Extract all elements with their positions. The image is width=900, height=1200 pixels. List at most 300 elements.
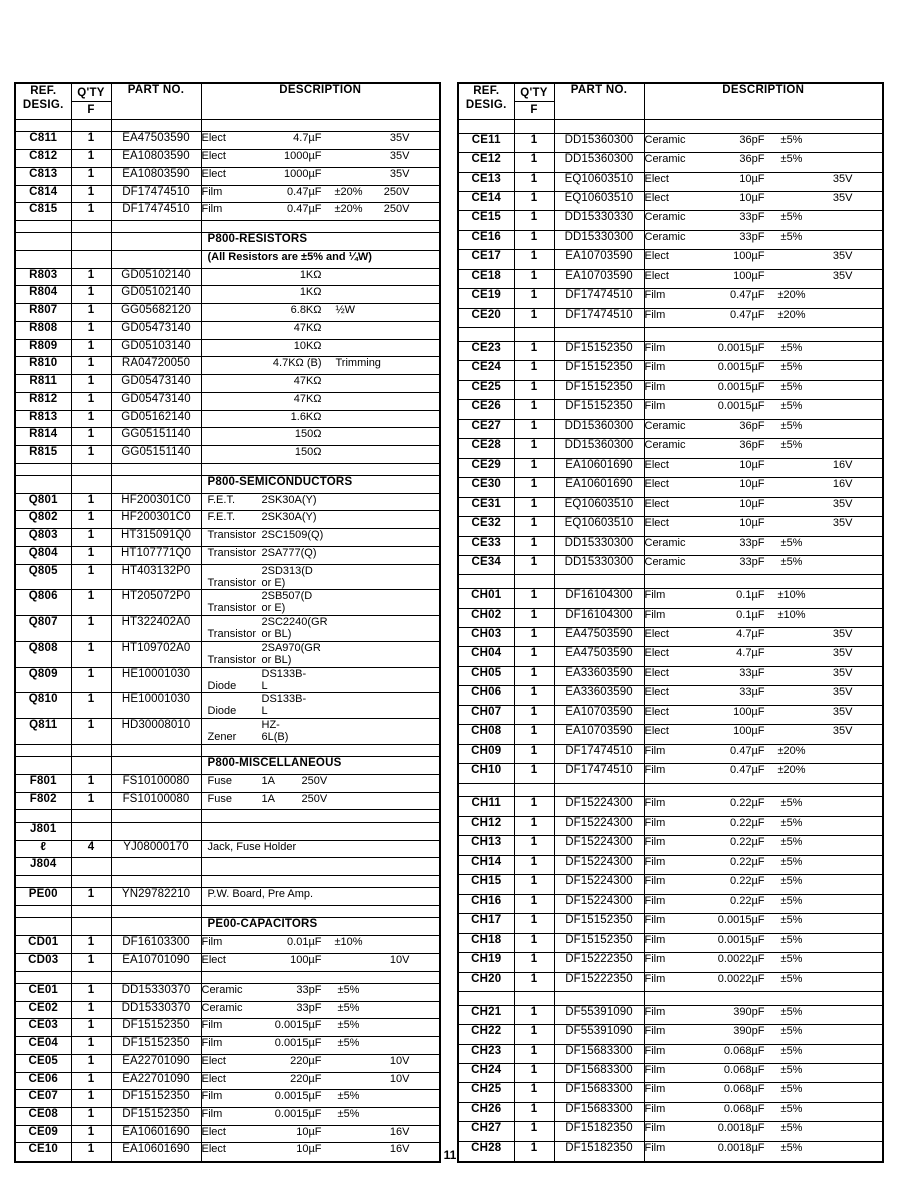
cell-description — [644, 914, 883, 933]
cell-qty: 1 — [71, 339, 111, 357]
component-voltage: 35V — [832, 269, 853, 282]
table-header-right — [458, 83, 883, 120]
component-value: 4.7µF — [293, 132, 322, 145]
device-name: 2SA970(GR or BL) — [261, 641, 321, 666]
cell-ref-desig: CH04 — [458, 647, 514, 666]
device-note: 250V — [301, 775, 328, 788]
description-resistance — [202, 304, 440, 316]
cell-ref-desig: C812 — [15, 150, 71, 168]
cell-description — [201, 375, 440, 393]
cell-ref-desig: Q809 — [15, 667, 71, 693]
description-fields — [645, 589, 883, 601]
component-type: Film — [201, 1019, 223, 1032]
component-value: 100µF — [733, 705, 765, 718]
spacer-cell — [15, 971, 71, 983]
component-voltage: 16V — [389, 1125, 410, 1138]
component-value: 0.0015µF — [274, 1037, 322, 1050]
component-tolerance: ±5% — [780, 1122, 803, 1135]
table-row — [458, 172, 883, 191]
table-row — [458, 1102, 883, 1121]
spacer-cell — [458, 992, 514, 1006]
component-type: Elect — [644, 191, 669, 204]
table-row — [15, 150, 440, 168]
cell-qty: 1 — [514, 458, 554, 477]
description-fields — [202, 984, 440, 996]
component-value: 33pF — [739, 556, 765, 568]
cell-qty: 1 — [514, 556, 554, 575]
description-resistance — [202, 375, 440, 387]
cell-ref-desig: CE14 — [458, 191, 514, 210]
table-row — [15, 936, 440, 954]
resistance-value: 1KΩ — [299, 286, 322, 299]
description-device — [202, 590, 440, 614]
cell-part-no: DF15182350 — [554, 1141, 644, 1161]
cell-qty — [71, 858, 111, 876]
cell-ref-desig: CH07 — [458, 705, 514, 724]
component-type: Film — [644, 1141, 666, 1154]
cell-part-no: DF15224300 — [554, 855, 644, 874]
cell-ref-desig: CE17 — [458, 250, 514, 269]
component-type: Ceramic — [644, 536, 686, 549]
cell-ref-desig: CH21 — [458, 1005, 514, 1024]
component-type: Film — [201, 936, 223, 949]
cell-qty — [71, 822, 111, 840]
cell-qty: 1 — [71, 150, 111, 168]
component-voltage: 35V — [832, 666, 853, 679]
table-row — [458, 556, 883, 575]
resistance-value: 150Ω — [294, 445, 322, 458]
empty-cell — [111, 918, 201, 936]
component-value: 33pF — [739, 211, 765, 224]
cell-description — [201, 1072, 440, 1090]
component-value: 0.0022µF — [717, 972, 765, 985]
component-voltage: 35V — [832, 725, 853, 738]
device-name: 2SK30A(Y) — [261, 493, 317, 506]
cell-part-no: DF15683300 — [554, 1063, 644, 1082]
table-row — [15, 1001, 440, 1019]
cell-ref-desig: CH22 — [458, 1025, 514, 1044]
component-type: Film — [644, 400, 666, 413]
empty-cell — [71, 757, 111, 775]
cell-part-no: EA10703590 — [554, 705, 644, 724]
description-device — [202, 494, 440, 506]
component-type: Elect — [201, 953, 226, 966]
cell-qty: 1 — [514, 666, 554, 685]
cell-part-no: EQ10603510 — [554, 191, 644, 210]
component-tolerance: ±5% — [780, 361, 803, 374]
cell-ref-desig: R808 — [15, 321, 71, 339]
table-row — [458, 1122, 883, 1141]
cell-part-no: DD15330300 — [554, 230, 644, 249]
cell-qty: 1 — [514, 172, 554, 191]
empty-cell — [111, 757, 201, 775]
description-fields — [645, 270, 883, 282]
cell-description — [201, 822, 440, 840]
table-row — [15, 775, 440, 793]
component-type: Elect — [201, 1143, 226, 1156]
cell-qty: 1 — [71, 321, 111, 339]
spacer-cell — [644, 783, 883, 797]
resistance-value: 1.6KΩ — [290, 410, 322, 423]
component-type: Film — [201, 1037, 223, 1050]
cell-description — [644, 744, 883, 763]
cell-part-no: DF15224300 — [554, 797, 644, 816]
cell-description — [201, 1001, 440, 1019]
component-type: Ceramic — [201, 1001, 243, 1014]
tables-container — [14, 82, 880, 1163]
cell-qty: 1 — [71, 953, 111, 971]
component-voltage: 250V — [383, 185, 410, 198]
table-row — [458, 608, 883, 627]
cell-ref-desig: CE12 — [458, 153, 514, 172]
cell-ref-desig: R809 — [15, 339, 71, 357]
component-value: 0.0015µF — [717, 361, 765, 374]
table-body-left — [15, 120, 440, 1162]
cell-part-no: EA10703590 — [554, 269, 644, 288]
cell-qty: 1 — [514, 764, 554, 783]
cell-ref-desig: CH17 — [458, 914, 514, 933]
component-value: 0.0015µF — [717, 400, 765, 413]
component-tolerance: ±20% — [777, 744, 806, 757]
description-fields — [645, 400, 883, 412]
column-header-part-no: PART NO. — [111, 83, 201, 120]
cell-qty: 1 — [71, 546, 111, 564]
cell-description — [644, 172, 883, 191]
cell-part-no: DF17474510 — [554, 744, 644, 763]
table-row — [458, 289, 883, 308]
spacer-cell — [15, 744, 71, 756]
component-tolerance: ±10% — [777, 589, 806, 602]
table-row — [458, 211, 883, 230]
cell-ref-desig: CE01 — [15, 983, 71, 1001]
component-tolerance: ±10% — [334, 936, 363, 949]
component-value: 10µF — [739, 517, 765, 530]
cell-description — [201, 268, 440, 286]
component-value: 100µF — [733, 250, 765, 263]
description-fields — [645, 817, 883, 829]
spacer-cell — [15, 876, 71, 888]
cell-qty: 1 — [514, 1102, 554, 1121]
cell-part-no: GD05102140 — [111, 286, 201, 304]
resistance-note: Trimming — [335, 357, 381, 370]
component-value: 0.22µF — [730, 816, 765, 829]
component-value: 33pF — [296, 983, 322, 996]
cell-description — [644, 439, 883, 458]
cell-description — [201, 1037, 440, 1055]
cell-qty: 1 — [71, 268, 111, 286]
component-value: 0.47µF — [730, 764, 765, 777]
cell-description — [644, 894, 883, 913]
component-voltage: 35V — [389, 132, 410, 145]
section-heading: P800-MISCELLANEOUS — [207, 757, 342, 770]
cell-description — [644, 230, 883, 249]
cell-qty: 1 — [71, 410, 111, 428]
description-fields — [645, 1103, 883, 1115]
spacer-cell — [644, 120, 883, 134]
cell-description — [201, 953, 440, 971]
component-tolerance: ±10% — [777, 608, 806, 621]
component-type: Elect — [644, 627, 669, 640]
component-voltage: 16V — [832, 458, 853, 471]
empty-cell — [71, 233, 111, 251]
table-row — [15, 392, 440, 410]
cell-ref-desig: CH02 — [458, 608, 514, 627]
spacer-cell — [644, 328, 883, 342]
description-fields — [202, 1108, 440, 1120]
resistance-value: 6.8KΩ — [290, 304, 322, 317]
cell-qty: 1 — [71, 936, 111, 954]
cell-qty: 1 — [514, 627, 554, 646]
description-fields — [645, 381, 883, 393]
component-type: Film — [644, 361, 666, 374]
component-tolerance: ±20% — [334, 185, 363, 198]
cell-qty: 1 — [514, 589, 554, 608]
device-type: Transistor — [207, 602, 256, 615]
table-row — [458, 725, 883, 744]
resistance-value: 4.7KΩ (B) — [272, 357, 322, 370]
table-row — [458, 458, 883, 477]
component-value: 390pF — [733, 1005, 765, 1018]
cell-part-no: EA10701090 — [111, 953, 201, 971]
table-row — [15, 428, 440, 446]
cell-part-no: GD05103140 — [111, 339, 201, 357]
cell-qty: 1 — [71, 1143, 111, 1162]
table-row — [15, 375, 440, 393]
component-type: Elect — [201, 167, 226, 180]
component-tolerance: ±5% — [780, 211, 803, 224]
description-fields — [645, 647, 883, 659]
cell-ref-desig: Q808 — [15, 641, 71, 667]
cell-description — [644, 269, 883, 288]
component-type: Ceramic — [644, 230, 686, 243]
component-value: 10µF — [296, 1143, 322, 1156]
cell-description — [201, 203, 440, 221]
cell-ref-desig: R803 — [15, 268, 71, 286]
spacer-cell — [514, 328, 554, 342]
cell-description — [644, 153, 883, 172]
component-type: Elect — [644, 647, 669, 660]
spacer-cell — [71, 120, 111, 132]
cell-description — [201, 641, 440, 667]
section-heading: P800-SEMICONDUCTORS — [207, 476, 353, 489]
description-fields — [645, 517, 883, 529]
component-value: 33µF — [739, 686, 765, 699]
cell-description — [201, 936, 440, 954]
component-type: Film — [644, 608, 666, 621]
table-row — [458, 191, 883, 210]
component-type: Film — [644, 875, 666, 888]
cell-ref-desig: CH05 — [458, 666, 514, 685]
device-type: F.E.T. — [207, 493, 236, 506]
description-fields — [202, 150, 440, 162]
component-voltage: 35V — [832, 172, 853, 185]
cell-ref-desig: CE16 — [458, 230, 514, 249]
component-tolerance: ±5% — [780, 933, 803, 946]
description-fields — [645, 498, 883, 510]
component-tolerance: ±5% — [780, 230, 803, 243]
cell-qty: 1 — [71, 167, 111, 185]
component-tolerance: ±5% — [337, 1037, 360, 1050]
section-heading-cell — [201, 757, 440, 775]
component-value: 10µF — [739, 458, 765, 471]
cell-part-no — [111, 822, 201, 840]
cell-qty: 1 — [71, 132, 111, 150]
component-tolerance: ±5% — [780, 1025, 803, 1038]
component-type: Film — [644, 914, 666, 927]
cell-part-no: DF15152350 — [111, 1107, 201, 1125]
table-row — [458, 972, 883, 991]
component-type: Film — [201, 185, 223, 198]
description-fields — [645, 745, 883, 757]
component-voltage: 35V — [389, 150, 410, 163]
cell-qty: 1 — [514, 608, 554, 627]
cell-ref-desig: CH24 — [458, 1063, 514, 1082]
cell-part-no: FS10100080 — [111, 775, 201, 793]
cell-part-no: GD05162140 — [111, 410, 201, 428]
component-tolerance: ±5% — [337, 1001, 360, 1014]
cell-qty: 1 — [514, 797, 554, 816]
parts-table-right — [457, 82, 884, 1163]
description-fields — [645, 153, 883, 165]
table-row — [15, 667, 440, 693]
cell-ref-desig: Q811 — [15, 719, 71, 745]
cell-ref-desig: C811 — [15, 132, 71, 150]
spacer-cell — [554, 120, 644, 134]
component-value: 0.0018µF — [717, 1141, 765, 1154]
cell-qty: 1 — [514, 289, 554, 308]
description-fields — [645, 706, 883, 718]
spacer-cell — [514, 575, 554, 589]
cell-part-no: EA10803590 — [111, 150, 201, 168]
cell-description — [644, 341, 883, 360]
spacer-cell — [111, 744, 201, 756]
table-row — [458, 744, 883, 763]
component-type: Elect — [644, 705, 669, 718]
cell-part-no: GD05473140 — [111, 375, 201, 393]
component-type: Film — [644, 764, 666, 777]
description-fields — [202, 1090, 440, 1102]
spacer-cell — [15, 906, 71, 918]
table-row — [458, 439, 883, 458]
cell-qty: 1 — [514, 153, 554, 172]
device-name: HZ-6L(B) — [261, 719, 289, 744]
cell-part-no: RA04720050 — [111, 357, 201, 375]
cell-description — [644, 627, 883, 646]
page-number: 11 — [443, 1148, 457, 1162]
cell-description — [644, 797, 883, 816]
cell-part-no: DF15224300 — [554, 836, 644, 855]
component-value: 10µF — [739, 191, 765, 204]
cell-description — [201, 590, 440, 616]
cell-qty: 1 — [514, 744, 554, 763]
table-row — [15, 268, 440, 286]
cell-part-no: DF16104300 — [554, 589, 644, 608]
description-resistance — [202, 428, 440, 440]
component-value: 10µF — [296, 1125, 322, 1138]
resistance-value: 150Ω — [294, 428, 322, 441]
cell-description — [201, 983, 440, 1001]
device-type: Fuse — [207, 792, 232, 805]
component-tolerance: ±5% — [780, 439, 803, 452]
cell-part-no: HT107771Q0 — [111, 546, 201, 564]
description-fields — [645, 309, 883, 321]
description-fields — [202, 1055, 440, 1067]
table-row — [15, 792, 440, 810]
table-row — [458, 836, 883, 855]
cell-part-no: EA10803590 — [111, 167, 201, 185]
description-fields — [645, 134, 883, 146]
component-tolerance: ±5% — [780, 153, 803, 166]
table-row — [458, 1063, 883, 1082]
row-spacer — [15, 463, 440, 475]
cell-description — [201, 410, 440, 428]
description-device — [202, 719, 440, 743]
cell-part-no: DF16104300 — [554, 608, 644, 627]
cell-description — [644, 855, 883, 874]
component-type: Film — [644, 1005, 666, 1018]
component-type: Elect — [201, 1072, 226, 1085]
cell-qty: 1 — [71, 719, 111, 745]
cell-qty: 1 — [514, 875, 554, 894]
cell-ref-desig-range-end: J804 — [15, 858, 71, 876]
cell-part-no: YN29782210 — [111, 888, 201, 906]
cell-ref-desig: CE23 — [458, 341, 514, 360]
cell-ref-desig: CH28 — [458, 1141, 514, 1161]
cell-part-no: DD15330370 — [111, 1001, 201, 1019]
spacer-cell — [458, 575, 514, 589]
cell-part-no: EA10601690 — [554, 478, 644, 497]
cell-qty: 1 — [71, 1107, 111, 1125]
description-text: Jack, Fuse Holder — [207, 840, 297, 853]
component-value: 0.22µF — [730, 875, 765, 888]
cell-ref-desig: CH12 — [458, 816, 514, 835]
cell-part-no: EQ10603510 — [554, 497, 644, 516]
description-fields — [202, 168, 440, 180]
cell-ref-desig: Q804 — [15, 546, 71, 564]
cell-qty: 1 — [514, 914, 554, 933]
component-value: 0.0015µF — [717, 380, 765, 393]
cell-qty: 1 — [514, 1044, 554, 1063]
component-value: 36pF — [739, 419, 765, 432]
description-device — [202, 547, 440, 559]
component-voltage: 35V — [832, 647, 853, 660]
cell-ref-desig: R804 — [15, 286, 71, 304]
component-value: 0.068µF — [723, 1063, 765, 1076]
component-type: Ceramic — [644, 133, 686, 146]
cell-part-no: DF17474510 — [111, 203, 201, 221]
cell-description — [644, 211, 883, 230]
spacer-cell — [458, 783, 514, 797]
component-tolerance: ±5% — [780, 1044, 803, 1057]
component-tolerance: ±5% — [780, 972, 803, 985]
cell-qty: 1 — [514, 855, 554, 874]
table-row — [458, 1083, 883, 1102]
cell-ref-desig: Q810 — [15, 693, 71, 719]
description-fields — [645, 420, 883, 432]
cell-description — [644, 419, 883, 438]
cell-qty: 1 — [514, 478, 554, 497]
spacer-cell — [111, 906, 201, 918]
cell-part-no: HT205072P0 — [111, 590, 201, 616]
table-row — [458, 230, 883, 249]
description-fields — [645, 289, 883, 301]
cell-description — [644, 816, 883, 835]
cell-part-no: FS10100080 — [111, 792, 201, 810]
component-type: Film — [644, 953, 666, 966]
section-heading-row — [15, 476, 440, 494]
spacer-cell — [201, 810, 440, 822]
cell-part-no: DD15360300 — [554, 439, 644, 458]
